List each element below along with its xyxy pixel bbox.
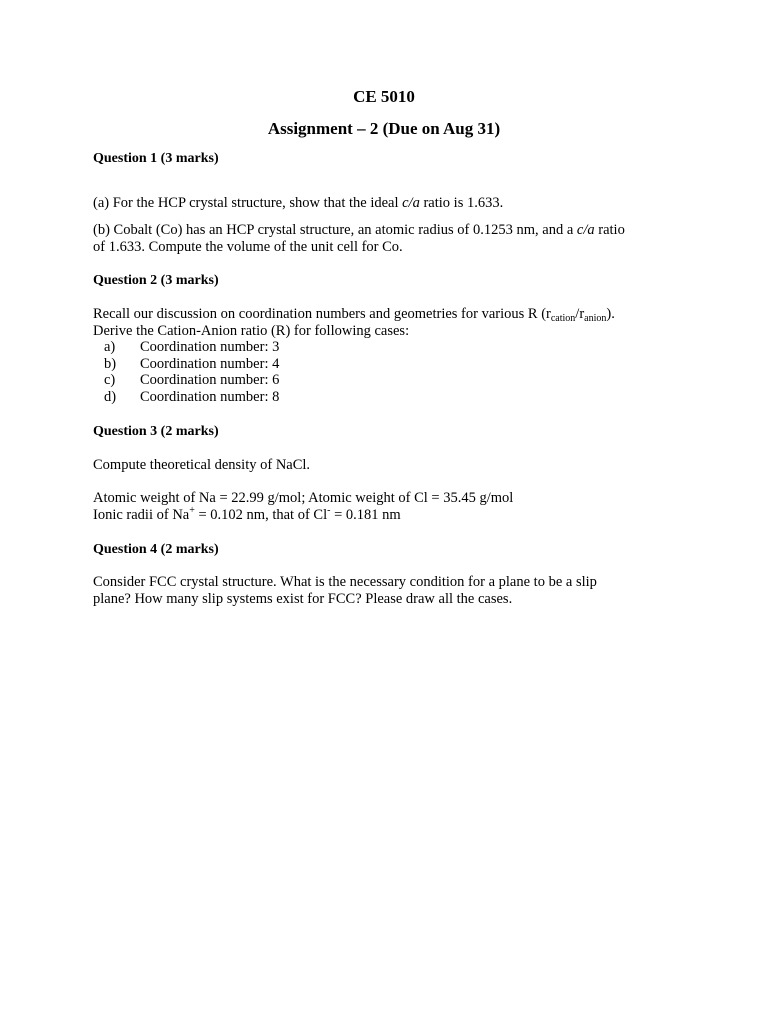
list-marker: d) [104, 389, 117, 405]
question-1b-ratio: c/a [576, 222, 595, 238]
question-3-task: Compute theoretical density of NaCl. [93, 457, 311, 473]
assignment-title: Assignment – 2 (Due on Aug 31) [267, 119, 501, 138]
list-text: Coordination number: 3 [140, 339, 280, 355]
list-marker: c) [104, 372, 116, 388]
question-1a [93, 195, 503, 212]
question-3-radii-suffix: = 0.181 nm [330, 507, 401, 523]
question-1a-ratio: c/a [402, 195, 420, 211]
list-marker: a) [104, 339, 116, 355]
question-1b-suffix: ratio [594, 222, 625, 238]
superscript-cl: - [327, 505, 331, 516]
question-2-heading: Question 2 (3 marks) [93, 273, 219, 288]
question-4-line-1: Consider FCC crystal structure. What is the necessary condition for a plane to be a slip [93, 574, 597, 590]
question-3-weights: Atomic weight of Na = 22.99 g/mol; Atomic weight of Cl = 35.45 g/mol [93, 490, 514, 506]
question-1b-line-2: of 1.633. Compute the volume of the unit cell for Co. [93, 239, 403, 255]
list-text: Coordination number: 6 [140, 372, 280, 388]
question-3-radii-middle: = 0.102 nm, that of Cl [194, 507, 328, 523]
subscript-cation: cation [550, 313, 576, 324]
question-2-intro-slash: /r [575, 306, 585, 322]
course-code: CE 5010 [353, 87, 415, 106]
question-1a-suffix: ratio is 1.633. [419, 195, 504, 211]
question-1a-prefix: (a) For the HCP crystal structure, show that the ideal [93, 195, 403, 211]
question-1-heading: Question 1 (3 marks) [93, 151, 219, 166]
question-2-intro [93, 306, 615, 323]
subscript-anion: anion [584, 313, 607, 324]
list-text: Coordination number: 4 [140, 356, 280, 372]
superscript-na: + [189, 505, 195, 516]
question-2-intro-suffix: ). [606, 306, 615, 322]
question-1b-prefix: (b) Cobalt (Co) has an HCP crystal structure, an atomic radius of 0.1253 nm, and a [93, 222, 577, 238]
question-1b-line-1 [93, 222, 625, 239]
question-3-heading: Question 3 (2 marks) [93, 424, 219, 439]
question-4-line-2: plane? How many slip systems exist for FCC? Please draw all the cases. [93, 591, 513, 607]
list-text: Coordination number: 8 [140, 389, 280, 405]
question-2-derive-line: Derive the Cation-Anion ratio (R) for following cases: [93, 323, 410, 339]
question-4-heading: Question 4 (2 marks) [93, 542, 219, 557]
list-marker: b) [104, 356, 117, 372]
question-3-radii [93, 507, 401, 524]
question-2-intro-prefix: Recall our discussion on coordination numbers and geometries for various R (r [93, 306, 551, 322]
question-3-radii-prefix: Ionic radii of Na [93, 507, 190, 523]
